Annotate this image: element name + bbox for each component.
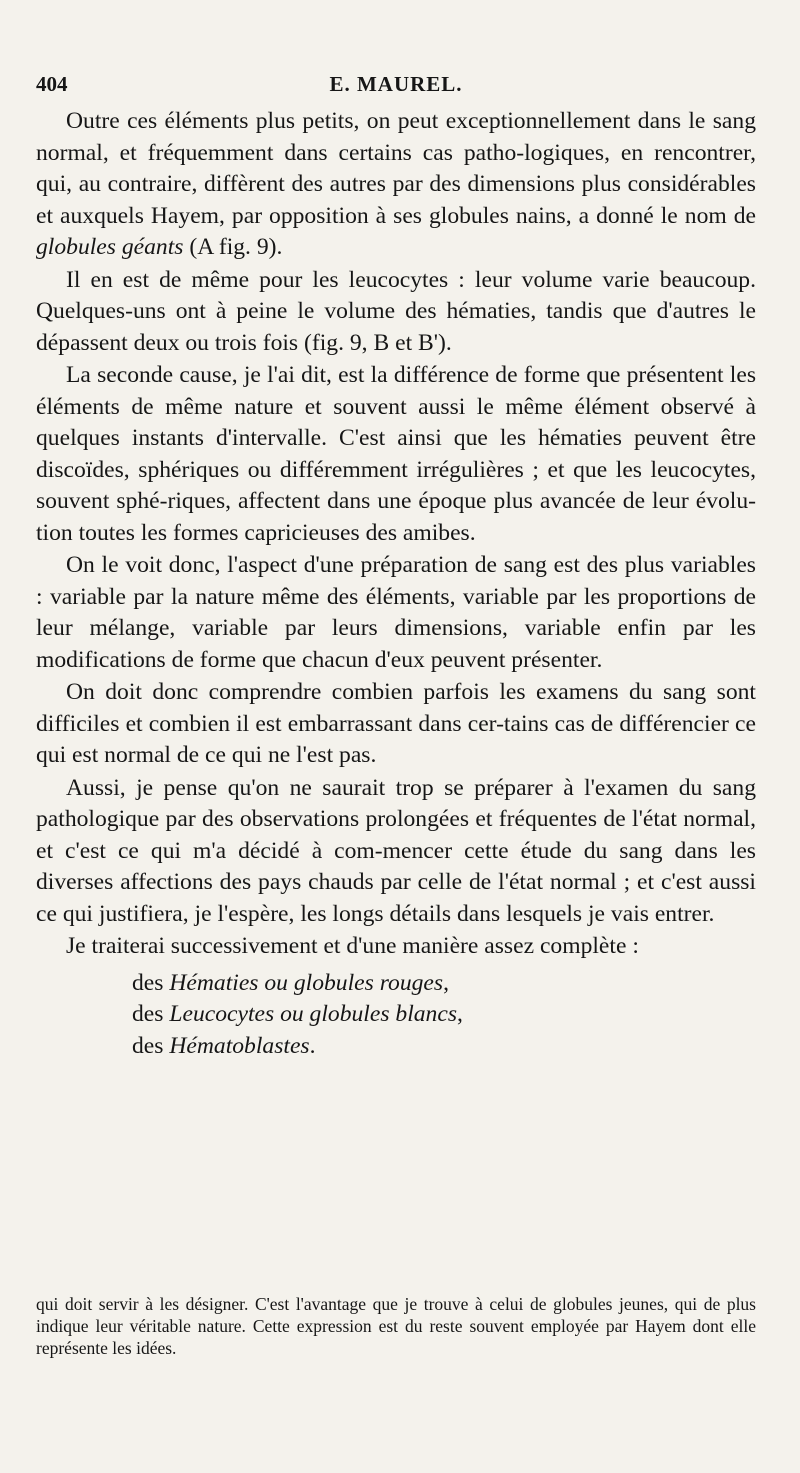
page-header — [36, 72, 756, 102]
paragraph-2: Il en est de même pour les leucocytes : leur volume varie beaucoup. Quelques-uns ont à peine le volume des hématies, tandis que d'autres le dépassent deux ou trois fois (fig. 9, B et B'). — [36, 266, 756, 356]
paragraph-7: Je traiterai successivement et d'une manière assez complète : — [66, 933, 639, 959]
list-item: des Leucocytes ou globules blancs, — [132, 1001, 463, 1027]
body-text — [36, 106, 756, 1062]
running-head: E. MAUREL. — [329, 72, 463, 96]
term-globules-geants: globules géants — [36, 234, 184, 260]
list-item: des Hématoblastes. — [132, 1032, 316, 1059]
footnote: qui doit servir à les désigner. C'est l'avantage que je trouve à celui de globules jeunes, qui de plus indique leur véritable nature. Cette expression est du reste souvent employée par Hayem dont elle représente les idées. — [36, 1294, 756, 1358]
topic-list — [132, 968, 756, 1063]
paragraph-1: Outre ces éléments plus petits, on peut exceptionnellement dans le sang normal, et fréquemment dans certains cas patho-logiques, en rencontrer, qui, au contraire, diffèrent des autres par des dimensions plus considérables et auxquels Hayem, par opposition à ses globules nains, a donné le nom de globules géants (A fig. 9). — [36, 108, 756, 260]
paragraph-5: On doit donc comprendre combien parfois les examens du sang sont difficiles et combien il est embarrassant dans cer-tains cas de différencier ce qui est normal de ce qui ne l'est pas. — [36, 679, 756, 768]
list-item: des Hématies ou globules rouges, — [132, 969, 449, 996]
paragraph-3: La seconde cause, je l'ai dit, est la différence de forme que présentent les éléments de même nature et souvent aussi le même élément observé à quelques instants d'intervalle. C'est ainsi que les hématies peuvent être discoïdes, sphériques ou différemment irrégulières ; et que les leucocytes, souvent sphé-riques, affectent dans une époque plus avancée de leur évolu-tion toutes les formes capricieuses des amibes. — [36, 362, 756, 546]
paragraph-6: Aussi, je pense qu'on ne saurait trop se préparer à l'examen du sang pathologique par des observations prolongées et fréquentes de l'état normal, et c'est ce qui m'a décidé à com-mencer cette étude du sang dans les diverses affections des pays chauds par celle de l'état normal ; et c'est aussi ce qui justifiera, je l'espère, les longs détails dans lesquels je vais entrer. — [36, 774, 756, 927]
page-number: 404 — [36, 72, 68, 96]
paragraph-4: On le voit donc, l'aspect d'une préparation de sang est des plus variables : variable par la nature même des éléments, variable par les proportions de leur mélange, variable par leurs dimensions, variable enfin par les modifications de forme que chacun d'eux peuvent présenter. — [36, 552, 756, 673]
